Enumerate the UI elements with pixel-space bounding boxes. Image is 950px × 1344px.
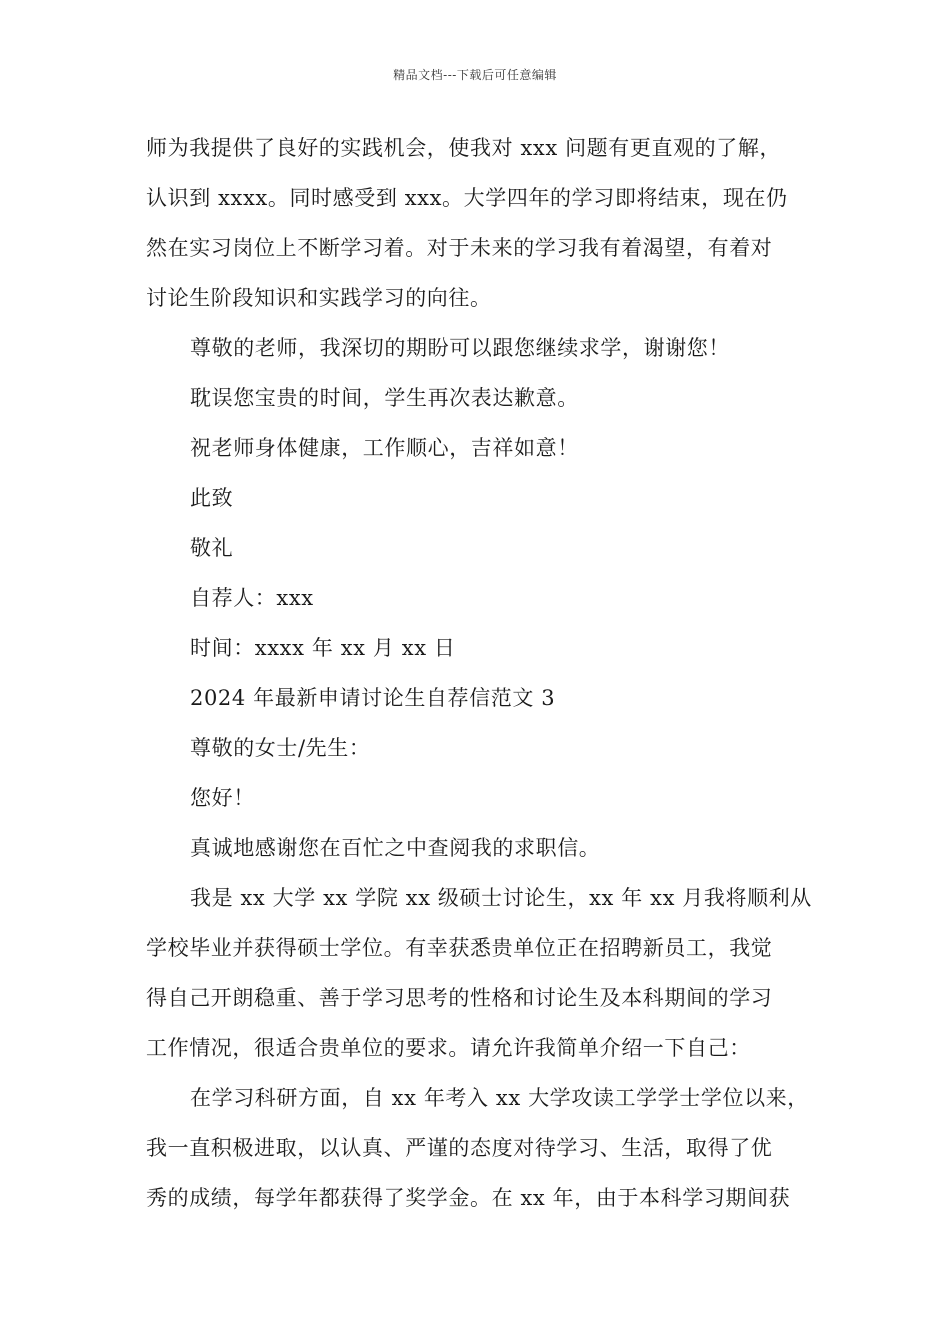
text-line: 敬礼: [190, 536, 234, 560]
text-line: 真诚地感谢您在百忙之中查阅我的求职信。: [190, 836, 601, 860]
text-line: 我一直积极进取，以认真、严谨的态度对待学习、生活，取得了优: [146, 1136, 773, 1160]
text-line: 认识到 xxxx。同时感受到 xxx。大学四年的学习即将结束，现在仍: [146, 186, 788, 210]
text-line: 祝老师身体健康，工作顺心，吉祥如意！: [190, 436, 579, 460]
text-line: 学校毕业并获得硕士学位。有幸获悉贵单位正在招聘新员工，我觉: [146, 936, 773, 960]
text-line: 工作情况，很适合贵单位的要求。请允许我简单介绍一下自己：: [146, 1036, 751, 1060]
document-body: [146, 128, 826, 1228]
text-line: 尊敬的老师，我深切的期盼可以跟您继续求学，谢谢您！: [190, 336, 730, 360]
text-line: 讨论生阶段知识和实践学习的向往。: [146, 286, 492, 310]
text-line: 我是 xx 大学 xx 学院 xx 级硕士讨论生，xx 年 xx 月我将顺利从: [190, 886, 812, 910]
text-line: 时间：xxxx 年 xx 月 xx 日: [190, 636, 456, 660]
page-header: 精品文档---下载后可任意编辑: [393, 68, 557, 82]
text-line: 自荐人：xxx: [190, 586, 314, 610]
text-line: 您好！: [190, 786, 255, 810]
text-line: 耽误您宝贵的时间，学生再次表达歉意。: [190, 386, 579, 410]
text-line: 然在实习岗位上不断学习着。对于未来的学习我有着渴望，有着对: [146, 236, 773, 260]
text-line: 此致: [190, 486, 234, 510]
text-line: 得自己开朗稳重、善于学习思考的性格和讨论生及本科期间的学习: [146, 986, 773, 1010]
text-line: 在学习科研方面，自 xx 年考入 xx 大学攻读工学学士学位以来，: [190, 1086, 809, 1110]
text-line: 师为我提供了良好的实践机会，使我对 xxx 问题有更直观的了解，: [146, 136, 782, 160]
text-line: 秀的成绩，每学年都获得了奖学金。在 xx 年，由于本科学习期间获: [146, 1186, 791, 1210]
text-line: 尊敬的女士/先生：: [190, 736, 371, 760]
text-line: 2024 年最新申请讨论生自荐信范文 3: [190, 686, 556, 710]
